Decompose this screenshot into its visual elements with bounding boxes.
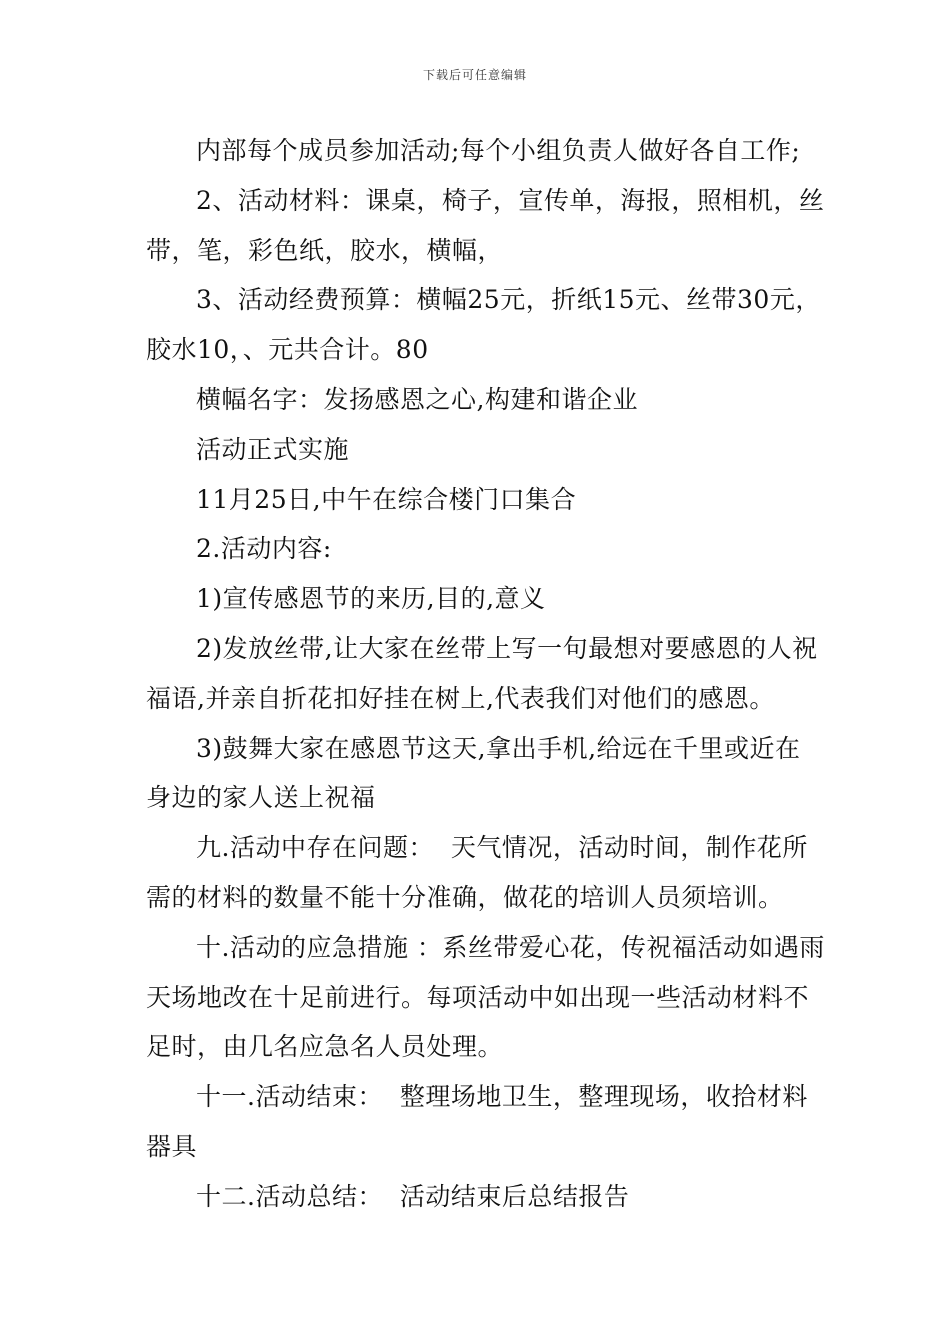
paragraph: 2.活动内容: — [196, 534, 332, 564]
paragraph: 1)宣传感恩节的来历,目的,意义 — [196, 584, 546, 614]
paragraph: 3)鼓舞大家在感恩节这天,拿出手机,给远在千里或近在身边的家人送上祝福 — [146, 733, 801, 813]
paragraph: 2、活动材料：课桌，椅子，宣传单，海报，照相机，丝带，笔，彩色纸，胶水，横幅， — [146, 185, 825, 265]
paragraph: 活动正式实施 — [196, 434, 350, 464]
paragraph: 十.活动的应急措施 ：系丝带爱心花，传祝福活动如遇雨天场地改在十足前进行。每项活动中如出现一些活动材料不足时，由几名应急名人员处理。 — [146, 932, 825, 1062]
paragraph: 内部每个成员参加活动;每个小组负责人做好各自工作; — [196, 136, 801, 165]
paragraph: 3、活动经费预算：横幅25元，折纸15元、丝带30元，胶水10，、元共合计。80 — [146, 285, 821, 365]
paragraph: 九.活动中存在问题： 天气情况，活动时间，制作花所需的材料的数量不能十分准确，做花的培训人员须培训。 — [146, 833, 808, 912]
document-body — [146, 126, 826, 1222]
paragraph: 十二.活动总结： 活动结束后总结报告 — [196, 1181, 630, 1211]
paragraph: 11月25日,中午在综合楼门口集合 — [196, 484, 577, 514]
paragraph: 十一.活动结束： 整理场地卫生，整理现场，收拾材料器具 — [146, 1082, 808, 1161]
paragraph: 2)发放丝带,让大家在丝带上写一句最想对要感恩的人祝福语,并亲自折花扣好挂在树上,代表我们对他们的感恩。 — [146, 633, 818, 713]
header-note: 下载后可任意编辑 — [422, 68, 527, 82]
paragraph: 横幅名字：发扬感恩之心,构建和谐企业 — [196, 384, 638, 414]
